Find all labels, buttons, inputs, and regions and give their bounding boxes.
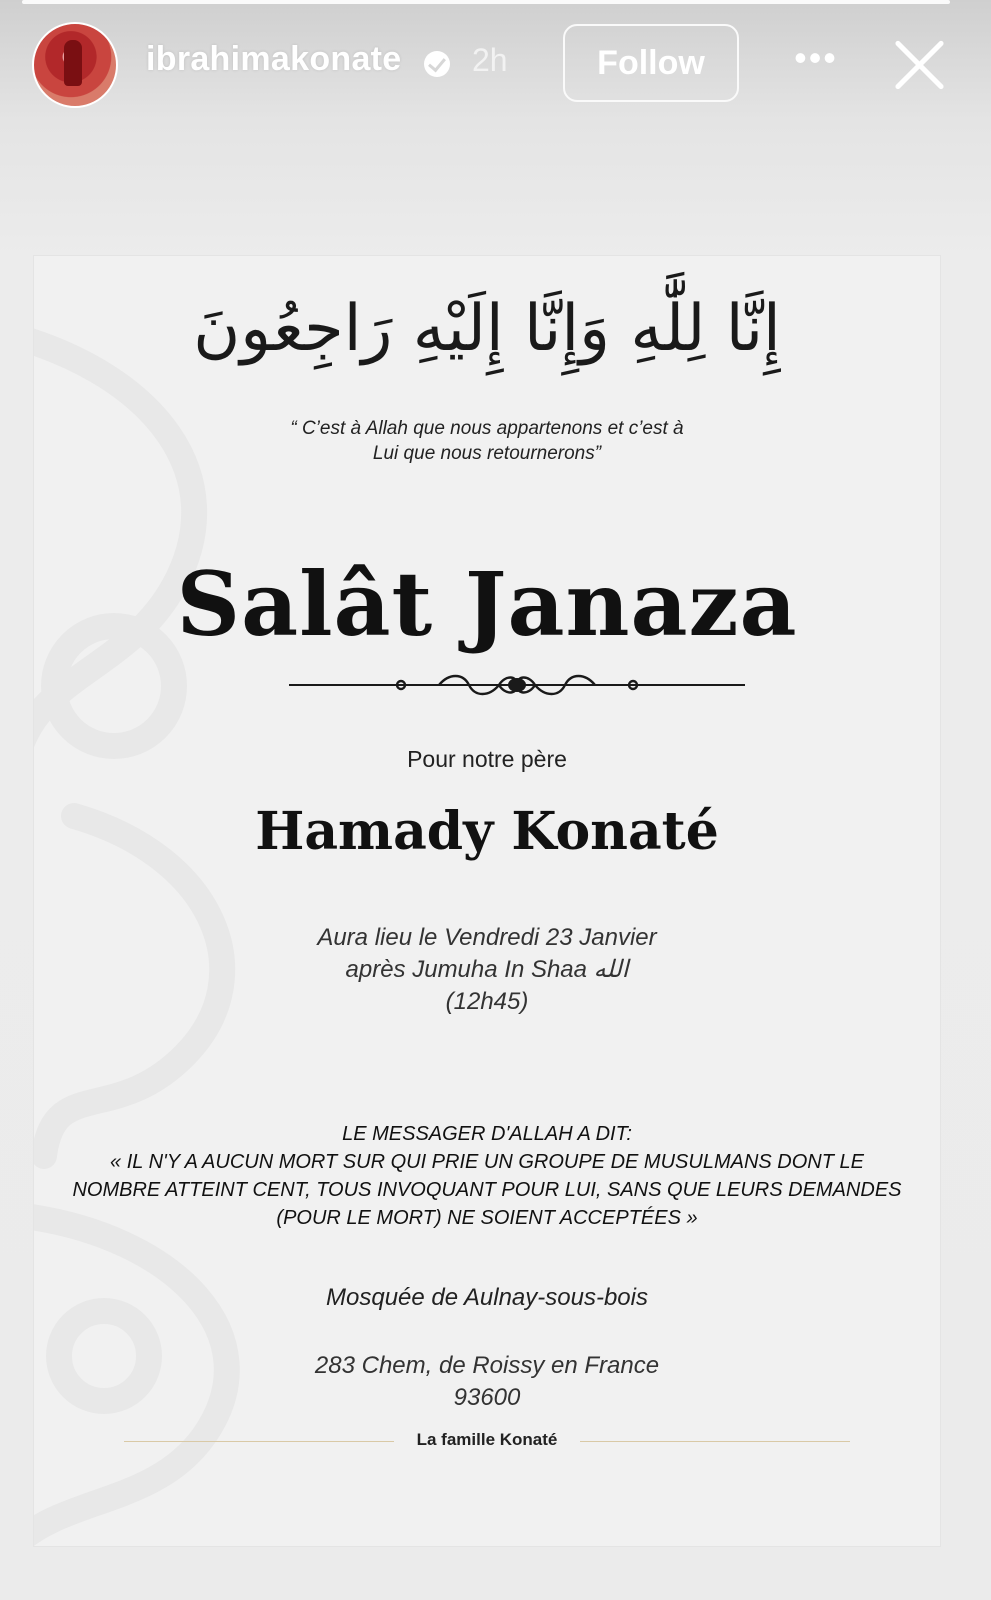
- verified-badge-icon: [424, 51, 450, 77]
- mosque-address: [34, 1350, 940, 1414]
- quote-line-1: “ C’est à Allah que nous appartenons et c’est à: [290, 418, 684, 439]
- address-line-2: 93600: [453, 1384, 521, 1411]
- details-line-2: après Jumuha In Shaa الله: [345, 956, 629, 983]
- ornament-divider: [289, 670, 745, 700]
- hadith-line-3: NOMBRE ATTEINT CENT, TOUS INVOQUANT POUR LUI, SANS QUE LEURS DEMANDES: [72, 1179, 902, 1201]
- details-line-1: Aura lieu le Vendredi 23 Janvier: [317, 924, 657, 951]
- address-line-1: 283 Chem, de Roissy en France: [314, 1352, 660, 1379]
- hadith-line-4: (POUR LE MORT) NE SOIENT ACCEPTÉES »: [276, 1207, 698, 1229]
- avatar[interactable]: [32, 22, 118, 108]
- arabic-verse: إِنَّا لِلَّٰهِ وَإِنَّا إِلَيْهِ رَاجِعُونَ: [193, 292, 781, 366]
- post-time: 2h: [472, 42, 508, 78]
- more-icon[interactable]: •••: [794, 37, 838, 78]
- deceased-name: Hamady Konaté: [255, 801, 719, 862]
- card-title: Salât Janaza: [176, 552, 798, 656]
- follow-button[interactable]: Follow: [563, 24, 739, 102]
- funeral-announcement-card: [34, 256, 940, 1546]
- close-icon[interactable]: [892, 38, 946, 92]
- intro-text: Pour notre père: [407, 746, 567, 772]
- username[interactable]: ibrahimakonate: [146, 40, 402, 78]
- details-line-3: (12h45): [445, 988, 529, 1015]
- signature: La famille Konaté: [416, 1430, 558, 1449]
- hadith-line-1: LE MESSAGER D'ALLAH A DIT:: [342, 1123, 632, 1145]
- verse-translation: [234, 416, 740, 466]
- story-header: [0, 0, 991, 130]
- prayer-details: [34, 922, 940, 1018]
- hadith-line-2: « IL N'Y A AUCUN MORT SUR QUI PRIE UN GROUPE DE MUSULMANS DONT LE: [110, 1151, 864, 1173]
- avatar-figure: [64, 40, 82, 86]
- mosque-name: Mosquée de Aulnay-sous-bois: [326, 1284, 648, 1311]
- hadith-quote: [34, 1120, 940, 1232]
- quote-line-2: Lui que nous retournerons”: [372, 443, 602, 464]
